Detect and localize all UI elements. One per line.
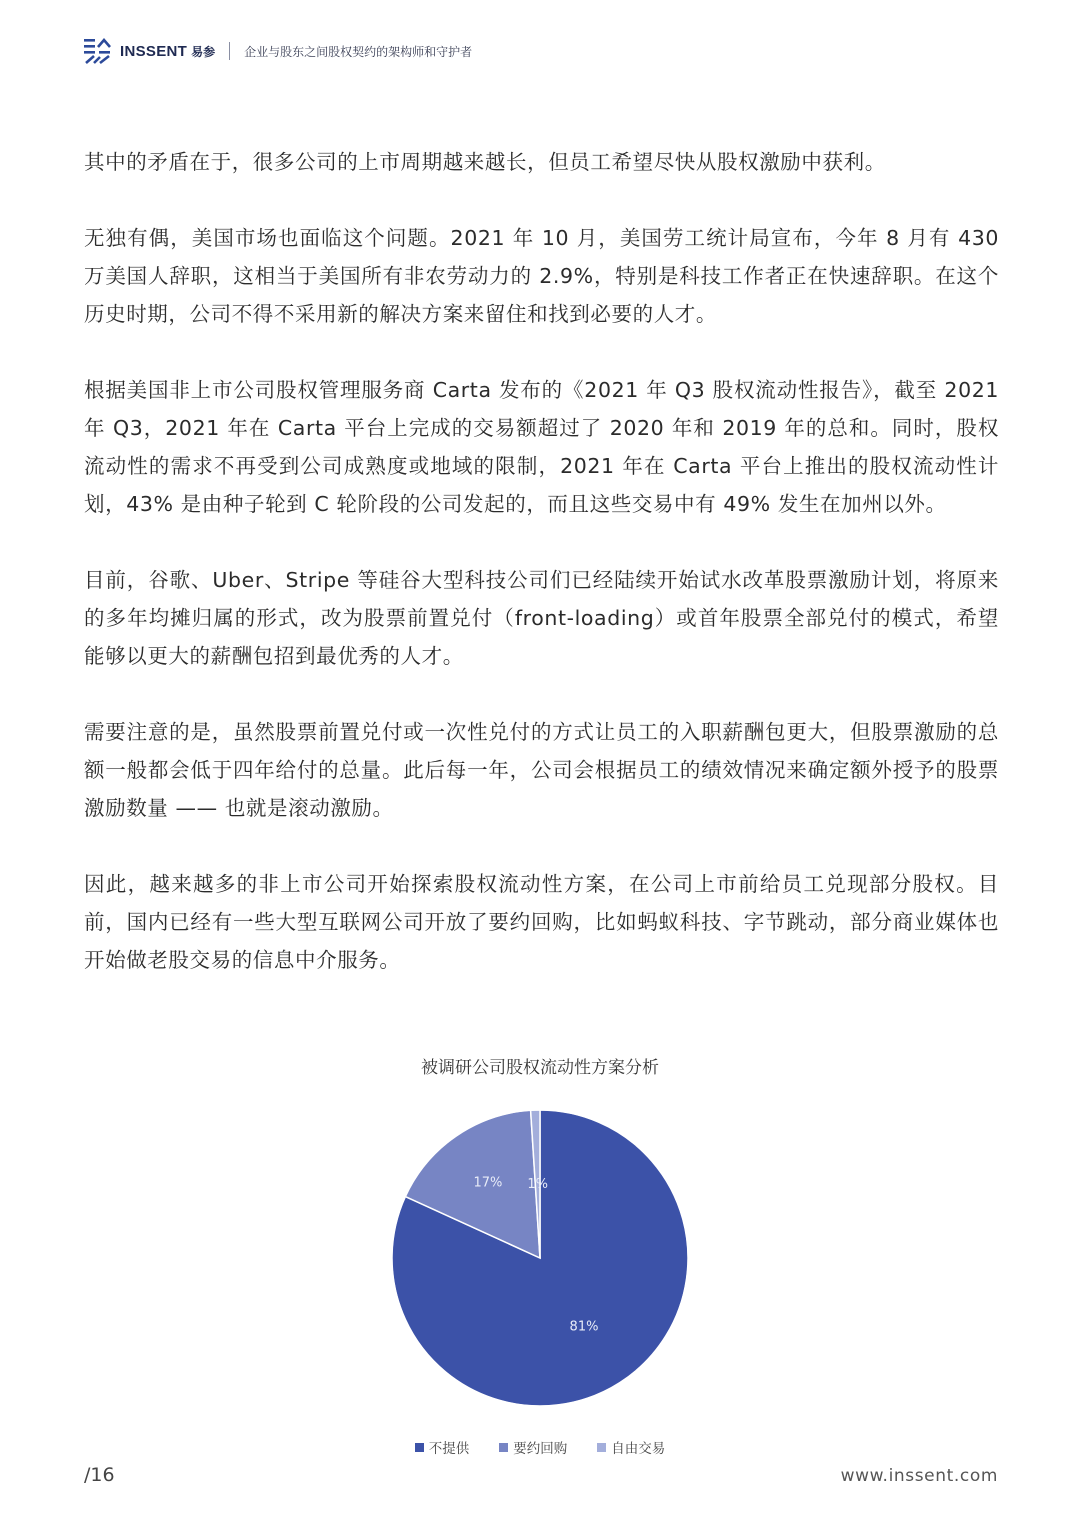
paragraph-5: 需要注意的是，虽然股票前置兑付或一次性兑付的方式让员工的入职薪酬包更大，但股票激励的总额一般都会低于四年给付的总量。此后每一年，公司会根据员工的绩效情况来确定额外授予的股票激励数量 —— 也就是滚动激励。 (84, 720, 999, 820)
page-number: /16 (84, 1464, 115, 1486)
legend-item-0 (415, 1437, 470, 1457)
legend-swatch (499, 1443, 508, 1452)
header-slogan: 企业与股东之间股权契约的架构师和守护者 (244, 44, 473, 59)
paragraph-3: 根据美国非上市公司股权管理服务商 Carta 发布的《2021 年 Q3 股权流动性报告》，截至 2021 年 Q3，2021 年在 Carta 平台上完成的交易额超过了 2020 年和 2019 年的总和。同时，股权流动性的需求不再受到公司成熟度或地域的限制，2021 年在 Carta 平台上推出的股权流动性计划，43% 是由种子轮到 C 轮阶段的公司发起的，而且这些交易中有 49% 发生在加州以外。 (84, 378, 999, 516)
pie-chart (380, 1098, 700, 1418)
page-header (84, 36, 472, 66)
pie-slice-label-1: 17% (473, 1175, 503, 1191)
insssent-logo-icon (84, 37, 112, 65)
pie-slice-label-0: 81% (569, 1319, 599, 1335)
chart-title: 被调研公司股权流动性方案分析 (421, 1058, 659, 1078)
legend-item-2 (597, 1437, 665, 1457)
header-divider (229, 42, 230, 60)
legend-label: 不提供 (428, 1441, 470, 1457)
pie-slice-label-2: 1% (527, 1177, 548, 1193)
legend-swatch (597, 1443, 606, 1452)
legend-item-1 (499, 1437, 567, 1457)
paragraph-1: 其中的矛盾在于，很多公司的上市周期越来越长，但员工希望尽快从股权激励中获利。 (84, 150, 886, 174)
brand-name: INSSENT (120, 42, 188, 60)
legend-swatch (415, 1443, 424, 1452)
paragraph-4: 目前，谷歌、Uber、Stripe 等硅谷大型科技公司们已经陆续开始试水改革股票激励计划，将原来的多年均摊归属的形式，改为股票前置兑付（front-loading）或首年股票全部兑付的模式，希望能够以更大的薪酬包招到最优秀的人才。 (84, 568, 999, 668)
paragraph-6: 因此，越来越多的非上市公司开始探索股权流动性方案，在公司上市前给员工兑现部分股权。目前，国内已经有一些大型互联网公司开放了要约回购，比如蚂蚁科技、字节跳动，部分商业媒体也开始做老股交易的信息中介服务。 (84, 872, 999, 972)
footer-url[interactable]: www.inssent.com (840, 1466, 998, 1486)
legend-label: 自由交易 (611, 1441, 666, 1457)
brand-name-cn: 易参 (191, 44, 216, 59)
legend-label: 要约回购 (513, 1441, 568, 1457)
chart-legend (0, 1437, 1080, 1457)
paragraph-2: 无独有偶，美国市场也面临这个问题。2021 年 10 月，美国劳工统计局宣布，今年 8 月有 430 万美国人辞职，这相当于美国所有非农劳动力的 2.9%，特别是科技工作者正在快速辞职。在这个历史时期，公司不得不采用新的解决方案来留住和找到必要的人才。 (84, 226, 999, 326)
article-body (84, 143, 999, 1017)
